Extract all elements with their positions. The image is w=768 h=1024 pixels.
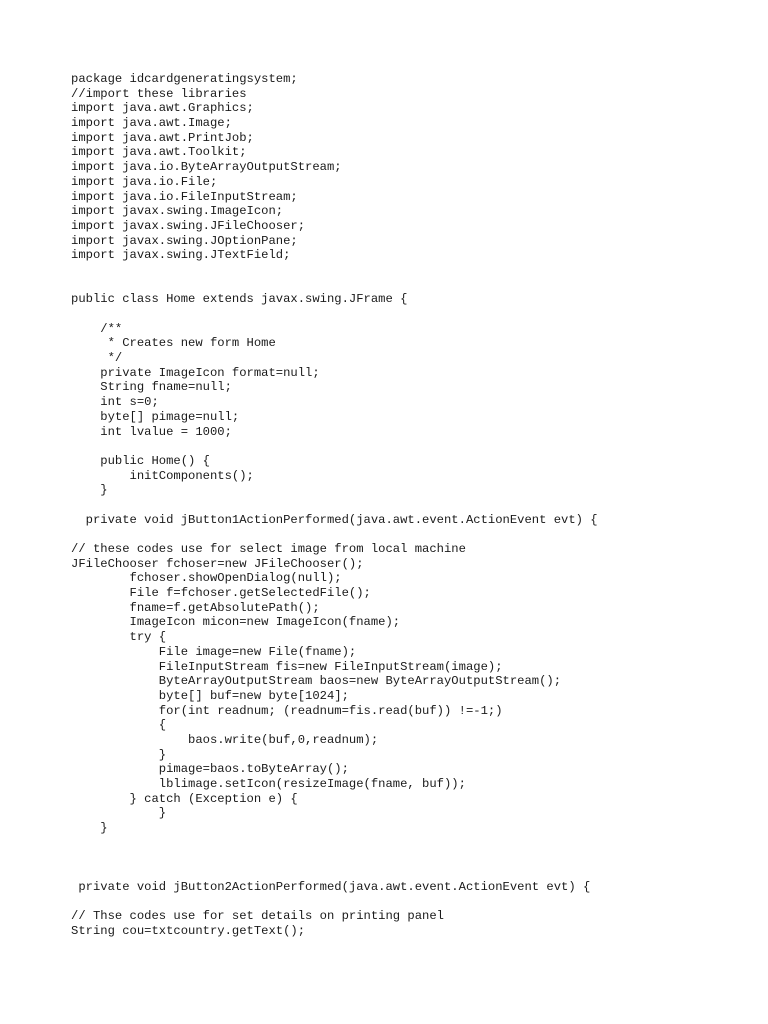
code-line: String cou=txtcountry.getText(); — [71, 923, 306, 938]
code-line: FileInputStream fis=new FileInputStream(image); — [71, 659, 503, 674]
code-line: private void jButton1ActionPerformed(java.awt.event.ActionEvent evt) { — [71, 512, 598, 527]
code-line: byte[] buf=new byte[1024]; — [71, 688, 349, 703]
code-line — [71, 439, 598, 454]
code-line: for(int readnum; (readnum=fis.read(buf)) !=-1;) — [71, 703, 503, 718]
code-line — [71, 527, 598, 542]
code-line: { — [71, 718, 167, 733]
code-line: import javax.swing.JFileChooser; — [71, 218, 306, 233]
code-line — [71, 307, 598, 322]
code-line: package idcardgeneratingsystem; — [71, 72, 298, 86]
code-line: ImageIcon micon=new ImageIcon(fname); — [71, 615, 401, 630]
code-line: import java.io.ByteArrayOutputStream; — [71, 160, 342, 175]
code-line: import java.io.FileInputStream; — [71, 189, 298, 204]
code-line: //import these libraries — [71, 86, 247, 101]
code-line: import java.awt.Toolkit; — [71, 145, 247, 160]
code-line — [71, 836, 598, 851]
code-line: File f=fchoser.getSelectedFile(); — [71, 586, 371, 601]
code-line: fname=f.getAbsolutePath(); — [71, 600, 320, 615]
code-line: import javax.swing.JTextField; — [71, 248, 291, 263]
code-line: byte[] pimage=null; — [71, 409, 240, 424]
code-line: public Home() { — [71, 453, 210, 468]
code-line: int lvalue = 1000; — [71, 424, 232, 439]
code-line: import javax.swing.ImageIcon; — [71, 204, 284, 219]
code-line: fchoser.showOpenDialog(null); — [71, 571, 342, 586]
code-line: // these codes use for select image from local machine — [71, 542, 466, 556]
code-line — [71, 278, 598, 293]
code-line: lblimage.setIcon(resizeImage(fname, buf)); — [71, 777, 466, 791]
code-line: JFileChooser fchoser=new JFileChooser(); — [71, 556, 364, 571]
code-line: import java.awt.Graphics; — [71, 101, 254, 116]
code-line — [71, 498, 598, 513]
code-line: } — [71, 747, 167, 762]
code-line: } — [71, 821, 108, 836]
code-line: String fname=null; — [71, 380, 232, 395]
code-line: * Creates new form Home — [71, 336, 276, 351]
code-line: int s=0; — [71, 395, 159, 410]
code-line: import javax.swing.JOptionPane; — [71, 233, 298, 248]
code-line: // Thse codes use for set details on printing panel — [71, 909, 444, 924]
code-listing — [71, 72, 598, 939]
code-line: import java.io.File; — [71, 174, 218, 189]
code-line: public class Home extends javax.swing.JFrame { — [71, 292, 408, 307]
code-line: /** — [71, 321, 123, 336]
code-line: } — [71, 483, 108, 498]
code-line — [71, 263, 598, 278]
code-line: ByteArrayOutputStream baos=new ByteArrayOutputStream(); — [71, 674, 562, 689]
code-line: File image=new File(fname); — [71, 644, 357, 659]
code-line: */ — [71, 351, 123, 366]
code-line: initComponents(); — [71, 468, 254, 483]
code-line — [71, 865, 598, 880]
code-line: } — [71, 806, 167, 821]
code-line: } catch (Exception e) { — [71, 791, 298, 806]
code-line: import java.awt.Image; — [71, 116, 232, 131]
code-line — [71, 850, 598, 865]
code-line: try { — [71, 630, 167, 645]
code-line — [71, 895, 598, 910]
code-line: baos.write(buf,0,readnum); — [71, 732, 379, 747]
code-line: private void jButton2ActionPerformed(java.awt.event.ActionEvent evt) { — [71, 879, 591, 894]
code-line: pimage=baos.toByteArray(); — [71, 762, 349, 777]
code-line: import java.awt.PrintJob; — [71, 130, 254, 145]
code-line: private ImageIcon format=null; — [71, 365, 320, 380]
